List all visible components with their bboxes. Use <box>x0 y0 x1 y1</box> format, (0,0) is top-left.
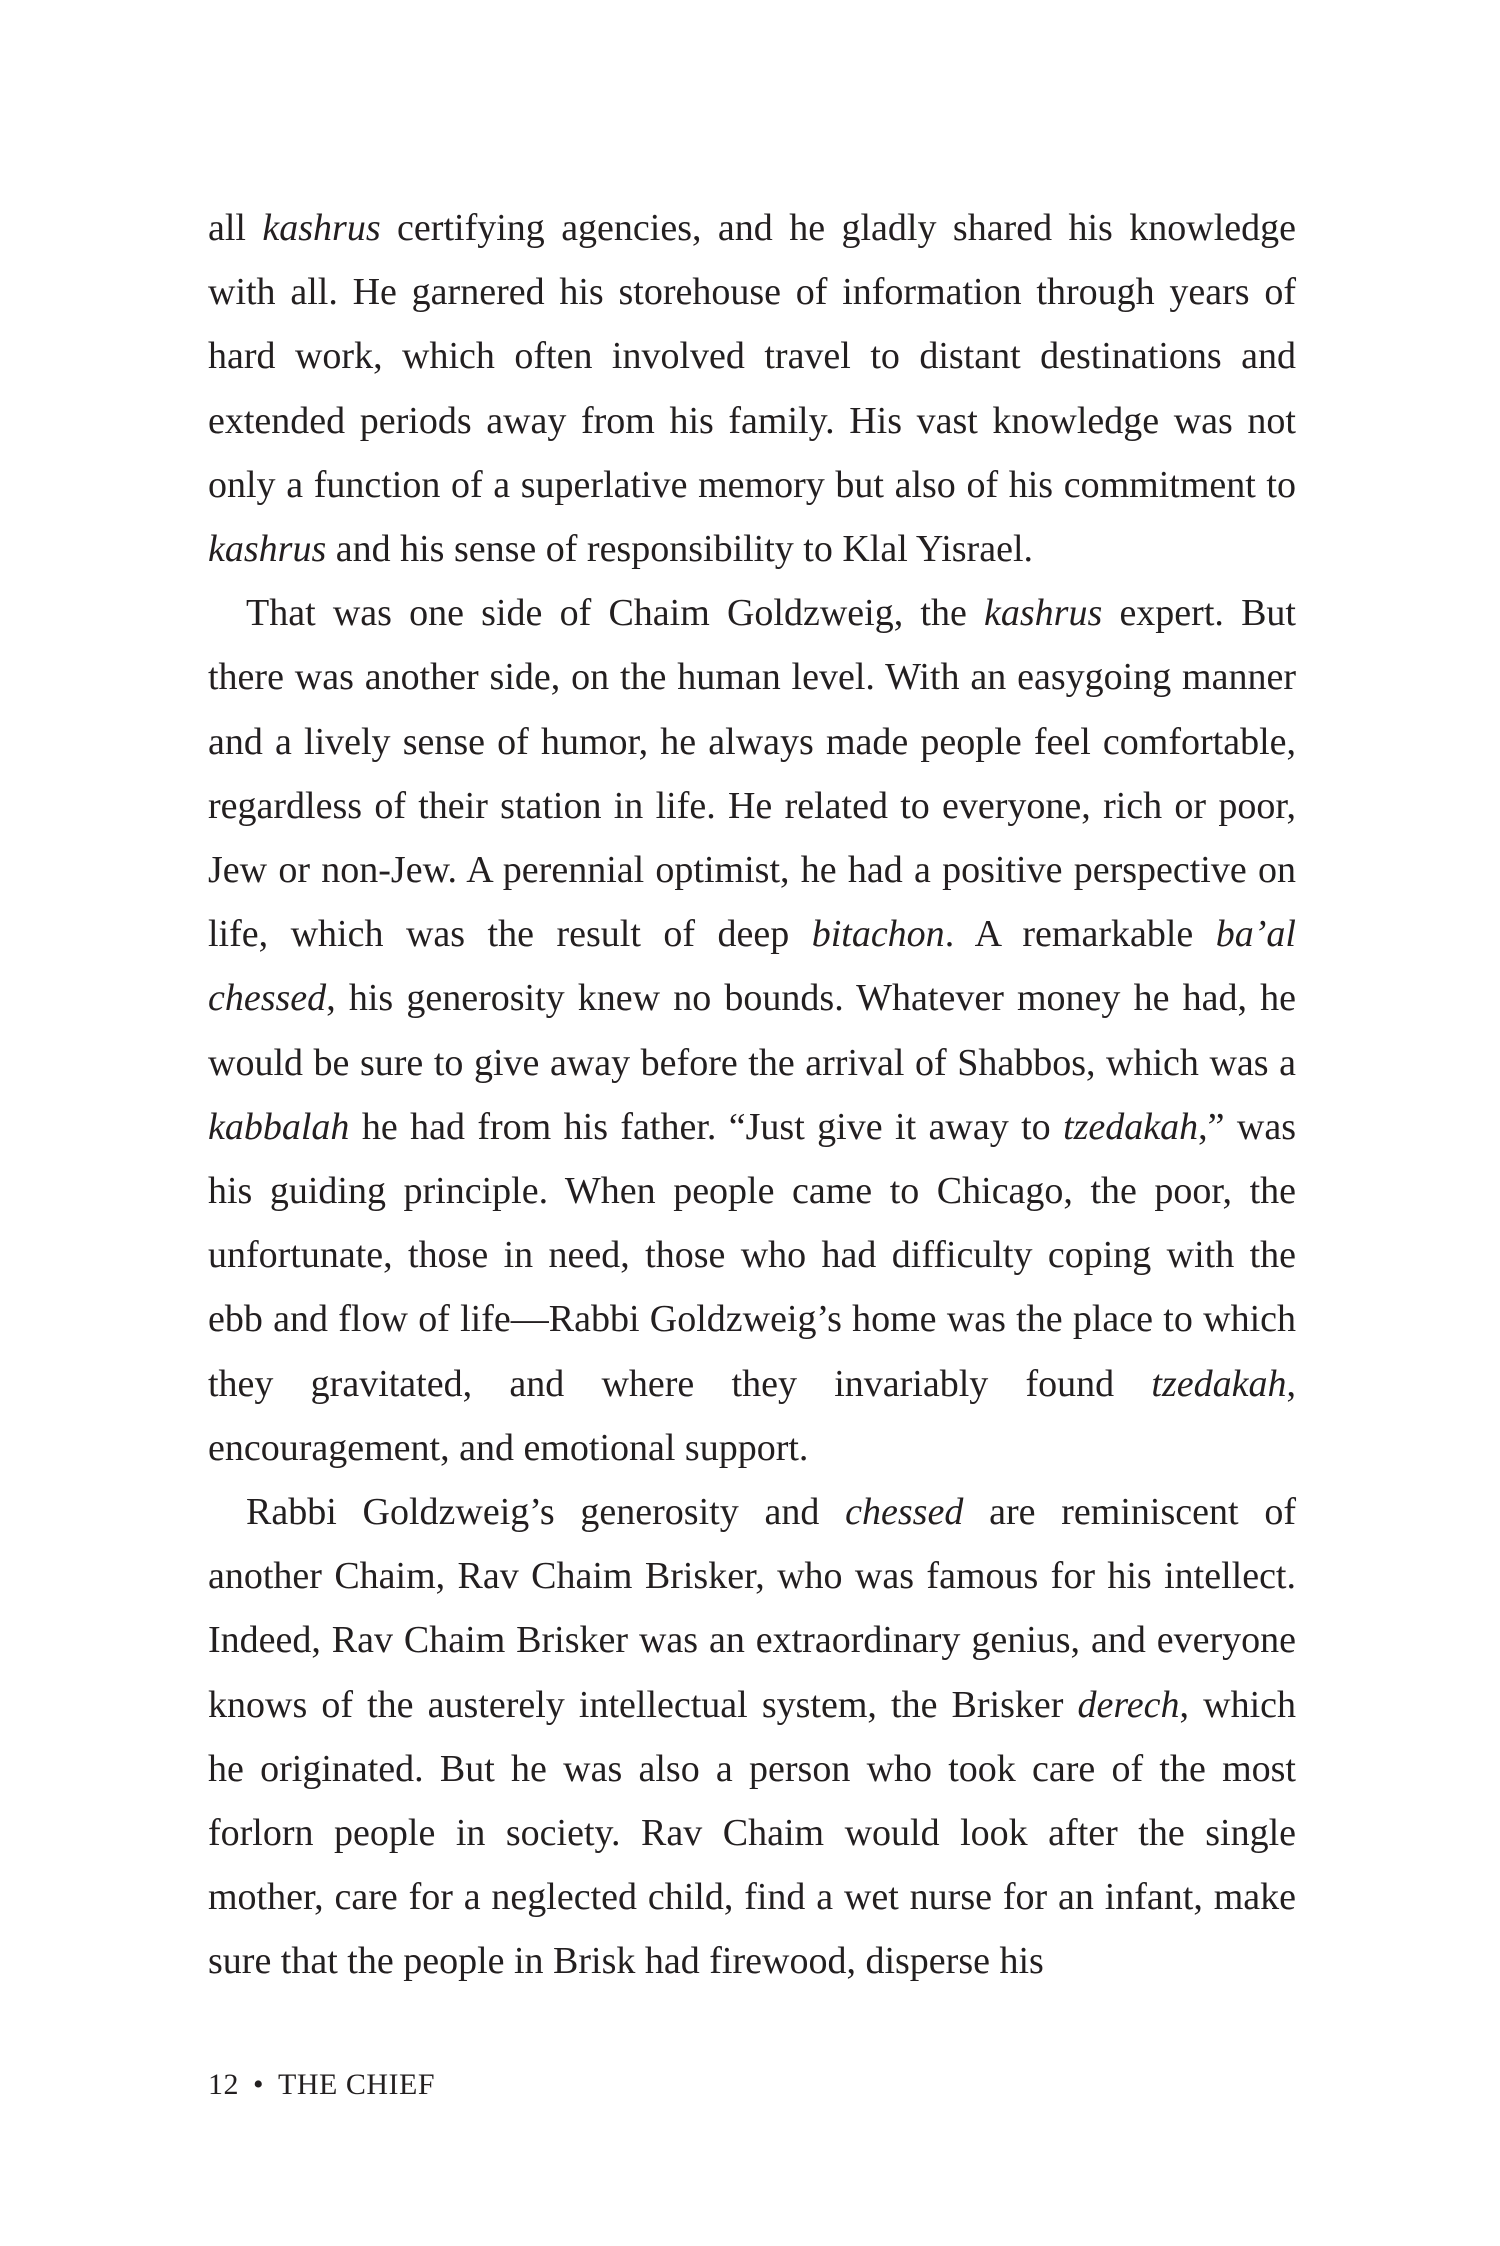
text-run: That was one side of Chaim Goldzweig, the <box>246 592 985 635</box>
italic-term: ba’al chessed <box>208 913 1296 1020</box>
italic-term: tzedakah <box>1063 1105 1199 1148</box>
running-title: THE CHIEF <box>278 2068 436 2101</box>
italic-term: kashrus <box>984 592 1103 635</box>
text-run: and his sense of responsibility to Klal Yisrael. <box>326 528 1034 571</box>
italic-term: derech <box>1077 1683 1180 1726</box>
page-footer <box>208 2068 435 2102</box>
text-run: , encouragement, and emotional support. <box>208 1362 1296 1469</box>
text-run: , his generosity knew no bounds. Whatever money he had, he would be sure to give away before the arrival of Shabbos, which was a <box>208 977 1296 1084</box>
paragraph <box>208 196 1296 581</box>
text-run: ,” was his guiding principle. When people came to Chicago, the poor, the unfortunate, those in need, those who had difficulty coping with the ebb and flow of life—Rabbi Goldzweig’s home was the place to which they gravitated, and where they invariably found <box>208 1105 1297 1405</box>
text-run: all <box>208 207 263 249</box>
italic-term: tzedakah <box>1151 1362 1287 1405</box>
text-run: Rabbi Goldzweig’s generosity and <box>246 1491 846 1534</box>
text-run: , which he originated. But he was also a person who took care of the most forlorn people in society. Rav Chaim would look after the single mother, care for a neglected child, find a wet nurse for an infant, make sure that the people in Brisk had firewood, disperse his <box>208 1683 1296 1983</box>
page-number: 12 <box>208 2068 239 2101</box>
text-run: are reminiscent of another Chaim, Rav Chaim Brisker, who was famous for his intellect. Indeed, Rav Chaim Brisker was an extraordinary genius, and everyone knows of the austerely intellectual system, the Brisker <box>208 1491 1296 1726</box>
paragraph <box>208 581 1296 1480</box>
italic-term: kabbalah <box>208 1105 350 1148</box>
italic-term: kashrus <box>262 207 381 249</box>
paragraph <box>208 1480 1296 1994</box>
text-run: . A remarkable <box>944 913 1216 956</box>
italic-term: kashrus <box>208 528 327 571</box>
italic-term: bitachon <box>811 913 945 956</box>
text-run: certifying agencies, and he gladly shared his knowledge with all. He garnered his storehouse of information through years of hard work, which often involved travel to distant destinations and extended periods away from his family. His vast knowledge was not only a function of a superlative memory but also of his commitment to <box>208 207 1296 506</box>
footer-separator: • <box>253 2068 265 2101</box>
text-run: he had from his father. “Just give it away to <box>349 1105 1064 1148</box>
italic-term: chessed <box>845 1491 964 1534</box>
text-run: expert. But there was another side, on the human level. With an easygoing manner and a lively sense of humor, he always made people feel comfortable, regardless of their station in life. He related to everyone, rich or poor, Jew or non-Jew. A perennial optimist, he had a positive perspective on life, which was the result of deep <box>208 592 1296 956</box>
body-text <box>208 196 1296 1994</box>
